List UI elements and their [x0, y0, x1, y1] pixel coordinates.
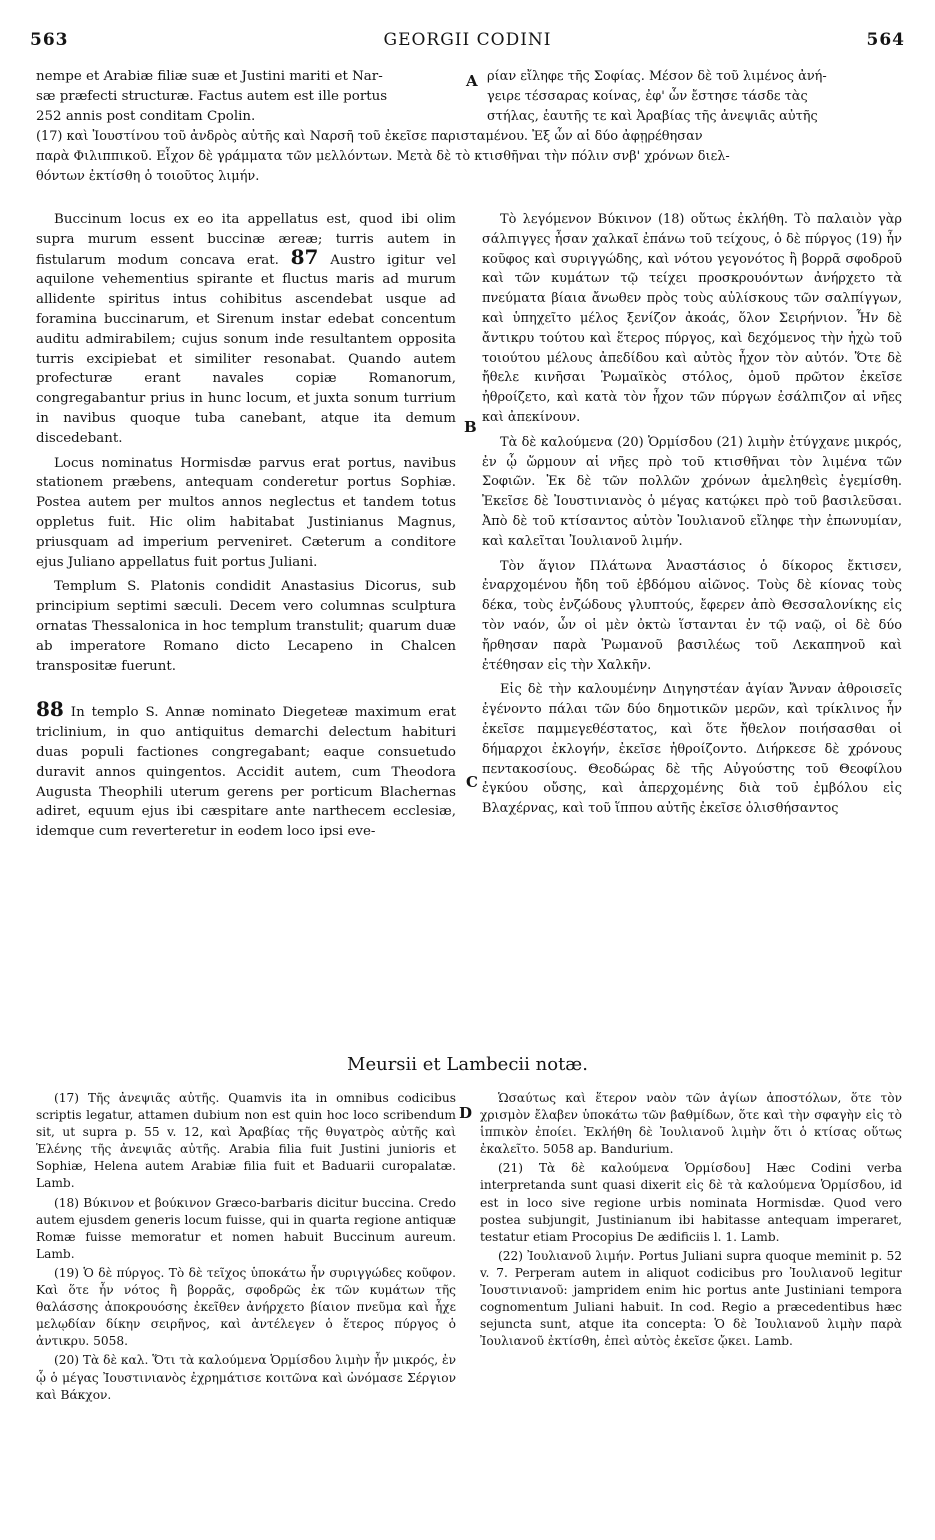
margin-letter: C	[466, 773, 478, 791]
page-number-right: 564	[866, 30, 905, 50]
footnote: (17) Τῆς ἀνεψιᾶς αὐτῆς. Quamvis ita in omnibus codicibus scriptis legatur, attamen dubium non est quin hoc loco scribendum sit, ut supra p. 55 v. 12, καὶ Ἀραβίας τῆς θυγατρὸς αὐτῆς καὶ Ἑλένης τῆς ἀνεψιᾶς αὐτῆς. Arabia filia fuit Justini junioris et Sophiæ, Helena autem Arabiæ filia fuit et Baduarii curopalatæ. Lamb.	[36, 1091, 456, 1191]
text-line: (17) καὶ Ἰουστίνου τοῦ ἀνδρὸς αὐτῆς καὶ Ναρσῆ τοῦ ἐκεῖσε παρισταμένου. Ἐξ ὧν αἱ δύο ἀφῃρέθησαν	[36, 129, 703, 144]
greek-column	[482, 210, 902, 824]
latin-paragraph: Buccinum locus ex eo ita appellatus est, quod ibi olim supra murum essent buccinæ æreæ; turris autem in fistularum modum concava erat. 87 Austro igitur vel aquilone vehementius spirante et fluctus maris ad murum allidente spiritus intus cohibitus ascendebat usque ad foramina buccinarum, et Sirenum instar edebat concentum auditu admirabilem; cujus sonum inde resultantem opposita turris excipiebat et similiter resonabat. Quando autem profecturæ erant navales copiæ Romanorum, congregabantur prius in hunc locum, et juxta sonum turrium in navibus quoque tuba canebant, atque ita demum discedebant.	[36, 212, 456, 446]
notes-heading: Meursii et Lambecii notæ.	[347, 1054, 588, 1075]
greek-paragraph: Τὸν ἅγιον Πλάτωνα Ἀναστάσιος ὁ δίκορος ἔκτισεν, ἐναρχομένου ἤδη τοῦ ἑβδόμου αἰῶνος. Τοὺς δὲ κίονας τοὺς δέκα, τοὺς ἐνζώδους γλυπτούς, ἔφερεν ἀπὸ Θεσσαλονίκης εἰς τὸν ναόν, ὧν οἱ μὲν ὀκτὼ ἵστανται ἐν τῷ ναῷ, οἱ δὲ δύο ἤρθησαν παρὰ Ῥωμανοῦ βασιλέως τοῦ Λεκαπηνοῦ καὶ ἐτέθησαν εἰς τὴν Χαλκῆν.	[482, 558, 902, 673]
notes-right-column	[480, 1090, 902, 1352]
footnote: Ὡσαύτως καὶ ἕτερον ναὸν τῶν ἁγίων ἀποστόλων, ὅτε τὸν χρισμὸν ἔλαβεν ὑποκάτω τῶν βαθμίδων, ὅτε καὶ τὴν σφαγὴν εἰς τὸ ἱππικὸν ἐποίει. Ἐκλήθη δὲ Ἰουλιανοῦ λιμὴν ὅτι ὁ κτίσας οὕτως ἐκαλεῖτο. 5058 ap. Bandurium.	[480, 1091, 902, 1157]
text-line: sæ præfecti structuræ. Factus autem est ille portus	[36, 88, 388, 104]
page-header	[30, 30, 905, 54]
section-number: 87	[290, 244, 319, 269]
latin-paragraph: Templum S. Platonis condidit Anastasius Dicorus, sub principium septimi sæculi. Decem vero columnas sculptura ornatas Thessalonica in hoc templum transtulit; quarum duæ ab imperatore Romano dicto Lecapeno in Chalcen transpositæ fuerunt.	[36, 579, 456, 674]
section-number: 88	[36, 697, 64, 722]
footnote: (21) Τὰ δὲ καλούμενα Ὁρμίσδου] Hæc Codini verba interpretanda sunt quasi dixerit εἰς δὲ τὰ καλούμενα Ὁρμίσδου, id est in loco sive regione urbis nominata Hormisdæ. Quod vero postea subjungit, Justinianum ibi habitasse antequam imperaret, testatur etiam Procopius De ædificiis l. 1. Lamb.	[480, 1161, 902, 1244]
text-line: 252 annis post conditam Cpolin.	[36, 108, 256, 124]
greek-paragraph: Τὸ λεγόμενον Βύκινον (18) οὕτως ἐκλήθη. Τὸ παλαιὸν γὰρ σάλπιγγες ἦσαν χαλκαῖ ἐπάνω τοῦ τείχους, ὁ δὲ πύργος (19) ἦν κοῦφος καὶ συριγγώδης, καὶ νότου γεγονότος ἢ βορρᾶ σφοδροῦ καὶ τῶν κυμάτων τῷ τείχει προσκρουόντων ἀνήρχετο τὰ πνεύματα βίαια ἄνωθεν πρὸς τοὺς αὐλίσκους τῶν σαλπίγγων, καὶ ὑπηχεῖτο μέλος ξενίζον ἀκοάς, ὅλον Σειρήνιον. Ἦν δὲ ἄντικρυ τούτου καὶ ἕτερος πύργος, καὶ δεχόμενος τὴν ἠχὼ τοῦ τοιούτου μέλους ἀπεδίδου καὶ αὐτὸς ἦχον τὸν αὐτόν. Ὅτε δὲ ἤθελε κινῆσαι Ῥωμαϊκὸς στόλος, ὁμοῦ πρῶτον ἐκεῖσε ἠθροίζετο, καὶ κατὰ τὸν ἦχον τῶν πύργων ἐσάλπιζον αἱ νῆες καὶ ἀπεκίνουν.	[482, 212, 902, 425]
latin-column	[36, 210, 456, 847]
text-line: θόντων ἐκτίσθη ὁ τοιοῦτος λιμήν.	[36, 168, 260, 184]
notes-left-column	[36, 1090, 456, 1406]
footnote: (20) Τὰ δὲ καλ. Ὅτι τὰ καλούμενα Ὁρμίσδου λιμὴν ἦν μικρός, ἐν ᾧ ὁ μέγας Ἰουστινιανὸς ἐχρημάτισε κοιτῶνα καὶ ὠνόμασε Σέργιον καὶ Βάκχον.	[36, 1353, 456, 1402]
text-line: γειρε τέσσαρας κοίνας, ἐφ' ὧν ἔστησε τάσδε τὰς	[487, 88, 808, 104]
text-line: nempe et Arabiæ filiæ suæ et Justini mariti et Nar-	[36, 69, 383, 84]
greek-paragraph: Εἰς δὲ τὴν καλουμένην Διηγηστέαν ἁγίαν Ἄνναν ἀθροισεῖς ἐγένοντο πάλαι τῶν δύο δημοτικῶν μερῶν, καὶ τρίκλινος ἦν ἐκεῖσε παμμεγεθέστατος, καὶ ὅτε ἤθελον ποιήσασθαι οἱ δήμαρχοι ἐκλογήν, ἐκεῖσε ἠθροίζοντο. Διήρκεσε δὲ χρόνους πεντακοσίους. Θεοδώρας δὲ τῆς Αὐγούστης τοῦ Θεοφίλου ἐγκύου οὔσης, καὶ ἀπερχομένης διὰ τοῦ ἐμβόλου εἰς Βλαχέρνας, καὶ τοῦ ἵππου αὐτῆς ἐκεῖσε ὀλισθήσαντος	[482, 682, 902, 817]
text-line: στήλας, ἑαυτῆς τε καὶ Ἀραβίας τῆς ἀνεψιᾶς αὐτῆς	[487, 108, 818, 124]
footnote: (18) Βύκινον et βούκινον Græco-barbaris dicitur buccina. Credo autem ejusdem generis locum fuisse, qui in quarta regione antiquæ Romæ fuisse memoratur et nomen habuit Buccinum aureum. Lamb.	[36, 1195, 456, 1261]
page-number-left: 563	[30, 30, 69, 50]
greek-paragraph: Τὰ δὲ καλούμενα (20) Ὁρμίσδου (21) λιμὴν ἐτύγχανε μικρός, ἐν ᾧ ὥρμουν αἱ νῆες πρὸ τοῦ κτισθῆναι τὸν λιμένα τῶν Σοφιῶν. Ἐκ δὲ τῶν πολλῶν χρόνων ἀμεληθεὶς ἐγεμίσθη. Ἐκεῖσε δὲ Ἰουστινιανὸς ὁ μέγας κατῴκει πρὸ τοῦ βασιλεῦσαι. Ἀπὸ δὲ τοῦ κτίσαντος αὐτὸν Ἰουλιανοῦ εἴληφε τὴν ἐπωνυμίαν, καὶ καλεῖται Ἰουλιανοῦ λιμήν.	[482, 434, 902, 549]
footnote: (22) Ἰουλιανοῦ λιμήν. Portus Juliani supra quoque meminit p. 52 v. 7. Perperam autem in aliquot codicibus pro Ἰουλιανοῦ legitur Ἰουστινιανοῦ: jampridem enim hic portus ante Justiniani tempora cognomentum Juliani habuit. In cod. Regio a præcedentibus hæc sejuncta sunt, atque ita concepta: Ὁ δὲ Ἰουλιανοῦ λιμὴν παρὰ Ἰουλιανοῦ ἐκτίσθη, ἐπεὶ αὐτὸς ἐκεῖσε ᾤκει. Lamb.	[480, 1248, 902, 1349]
margin-letter: B	[464, 418, 477, 436]
margin-letter: D	[459, 1104, 473, 1122]
latin-paragraph: Locus nominatus Hormisdæ parvus erat portus, navibus stationem præbens, antequam conderetur portus Sophiæ. Postea autem per multos annos neglectus et tandem totus oppletus fuit. Hic olim habitabat Justinianus Magnus, priusquam ad imperium perveniret. Cæterum a conditore ejus Juliano appellatus fuit portus Juliani.	[36, 455, 456, 570]
latin-paragraph: 88 In templo S. Annæ nominato Diegeteæ maximum erat triclinium, in quo antiquitus demarchi delectum habituri duas populi factiones congregabant; eaque consuetudo duravit annos quingentos. Accidit autem, cum Theodora Augusta Theophili uterum gerens per porticum Blachernas adiret, equum ejus ibi cæspitare ante narthecem ecclesiæ, idemque cum reverteretur in eodem loco ipsi eve-	[36, 697, 456, 840]
top-latin-lines	[36, 67, 461, 126]
top-fullwidth-greek	[36, 127, 902, 186]
margin-letter: A	[466, 72, 478, 90]
top-greek-lines	[487, 67, 902, 126]
text-line: ρίαν εἴληφε τῆς Σοφίας. Μέσον δὲ τοῦ λιμένος ἀνή-	[487, 69, 827, 84]
footnote: (19) Ὁ δὲ πύργος. Τὸ δὲ τεῖχος ὑποκάτω ἦν συριγγώδες κοῦφον. Καὶ ὅτε ἦν νότος ἢ βορρᾶς, σφοδρῶς ἐκ τῶν κυμάτων τῆς θαλάσσης ἀποκρουόσης ἐκεῖθεν ἀνήρχετο βίαιον πνεῦμα καὶ ἦχε μελῳδίαν δίκην σειρῆνος, καὶ ἀντέλεγεν ὁ ἕτερος πύργος ὁ ἀντικρυ. 5058.	[36, 1265, 456, 1349]
running-title: GEORGII CODINI	[383, 30, 552, 50]
text-line: παρὰ Φιλιππικοῦ. Εἶχον δὲ γράμματα τῶν μελλόντων. Μετὰ δὲ τὸ κτισθῆναι τὴν πόλιν σνβ' χρόνων διελ-	[36, 148, 730, 164]
